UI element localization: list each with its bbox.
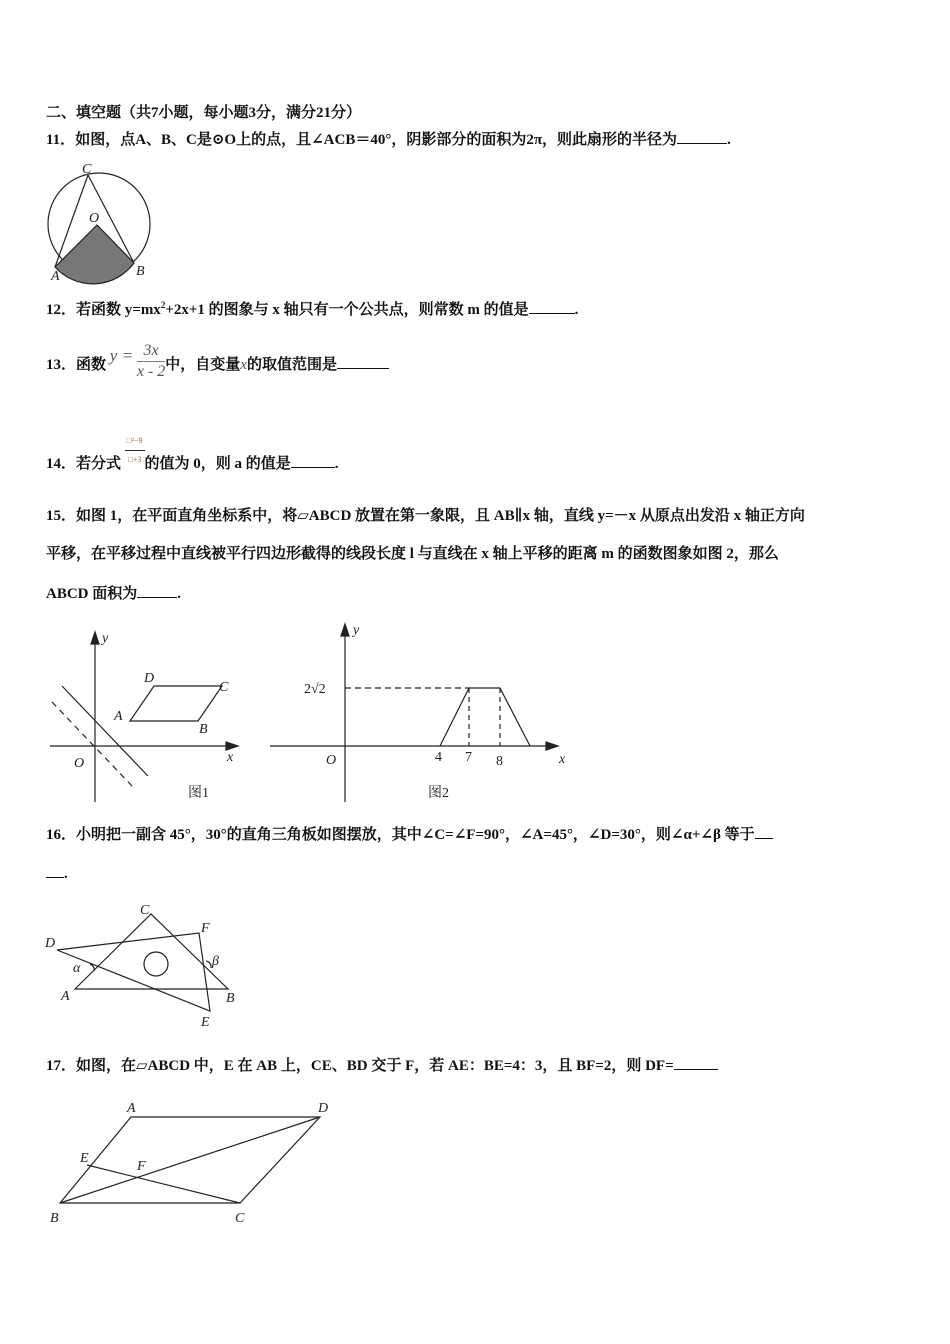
svg-text:A: A	[127, 1101, 136, 1116]
svg-text:E: E	[201, 1015, 210, 1030]
question-16: 16．小明把一副含 45°，30°的直角三角板如图摆放，其中∠C=∠F=90°，∠A=45°，∠D=30°，则∠α+∠β 等于	[46, 824, 773, 844]
svg-text:x: x	[559, 752, 566, 767]
svg-text:x: x	[227, 750, 234, 765]
question-13: 13．函数 y = $\frac{3x}{x - 2}$ 中，自变量x的取值范围是	[46, 345, 389, 386]
svg-text:7: 7	[465, 750, 472, 765]
svg-text:O: O	[74, 756, 85, 771]
svg-text:B: B	[199, 722, 208, 737]
figure-11-circle	[48, 162, 150, 284]
svg-text:F: F	[137, 1159, 146, 1174]
question-16-line-2: .	[46, 863, 68, 883]
svg-text:8: 8	[496, 754, 503, 769]
svg-text:C: C	[140, 903, 150, 918]
svg-text:D: D	[144, 671, 155, 686]
figure-15-1	[50, 631, 238, 802]
svg-text:β: β	[212, 954, 219, 969]
svg-text:F: F	[201, 921, 210, 936]
fraction: $\frac{3x}{x - 2}$	[136, 342, 166, 380]
question-11: 11．如图，点A、B、C是⊙O上的点，且∠ACB＝40°，阴影部分的面积为2π，则此扇形的半径为 .	[46, 129, 731, 149]
svg-text:A: A	[61, 989, 70, 1004]
arrow-right-icon	[546, 742, 558, 750]
figure-16-triangles	[44, 903, 235, 1030]
question-14: 14．若分式 $\frac{\text{□²−9}}{□+3}$ 的值为 0，则 a 的值是 .	[46, 446, 339, 483]
svg-text:B: B	[136, 264, 145, 279]
svg-text:D: D	[45, 936, 56, 951]
svg-text:图2: 图2	[428, 786, 449, 801]
svg-text:α: α	[73, 961, 81, 976]
arrow-right-icon	[226, 742, 238, 750]
figure-15-2	[270, 623, 566, 802]
svg-text:O: O	[326, 753, 337, 768]
svg-text:4: 4	[435, 750, 442, 765]
svg-text:E: E	[80, 1151, 89, 1166]
question-15-line-3: ABCD 面积为 .	[46, 583, 181, 603]
svg-text:D: D	[318, 1101, 329, 1116]
question-15-line-1: 15．如图 1，在平面直角坐标系中，将▱ABCD 放置在第一象限，且 AB∥x 轴，直线 y=－x 从原点出发沿 x 轴正方向	[46, 508, 805, 524]
question-17: 17．如图，在▱ABCD 中，E 在 AB 上，CE、BD 交于 F，若 AE：BE=4：3，且 BF=2，则 DF=	[46, 1055, 718, 1075]
question-12: 12．若函数 $y=mx^2+2x+1$ 的图象与 x 轴只有一个公共点，则常数 m 的值是 .	[46, 300, 579, 318]
svg-text:y: y	[102, 631, 109, 646]
svg-text:C: C	[82, 162, 92, 177]
svg-text:C: C	[235, 1211, 245, 1226]
svg-text:图1: 图1	[188, 786, 209, 801]
svg-text:A: A	[114, 709, 123, 724]
svg-text:C: C	[219, 680, 229, 695]
arrow-up-icon	[91, 632, 99, 644]
parallelogram-abcd	[130, 686, 222, 721]
section-heading: 二、填空题（共7小题，每小题3分，满分21分）	[46, 105, 362, 121]
svg-text:2√2: 2√2	[304, 682, 326, 697]
arrow-up-icon	[341, 624, 349, 636]
svg-text:A: A	[51, 269, 60, 284]
question-15-line-2: 平移，在平移过程中直线被平行四边形截得的线段长度 l 与直线在 x 轴上平移的距离 m 的函数图象如图 2，那么	[46, 546, 779, 562]
function-graph	[440, 688, 530, 746]
fraction: $\frac{\text{□²−9}}{□+3}$	[125, 432, 145, 469]
svg-text:O: O	[89, 211, 100, 226]
figure-17-parallelogram	[50, 1101, 328, 1226]
svg-text:y: y	[353, 623, 360, 638]
svg-text:B: B	[226, 991, 235, 1006]
svg-text:B: B	[50, 1211, 59, 1226]
